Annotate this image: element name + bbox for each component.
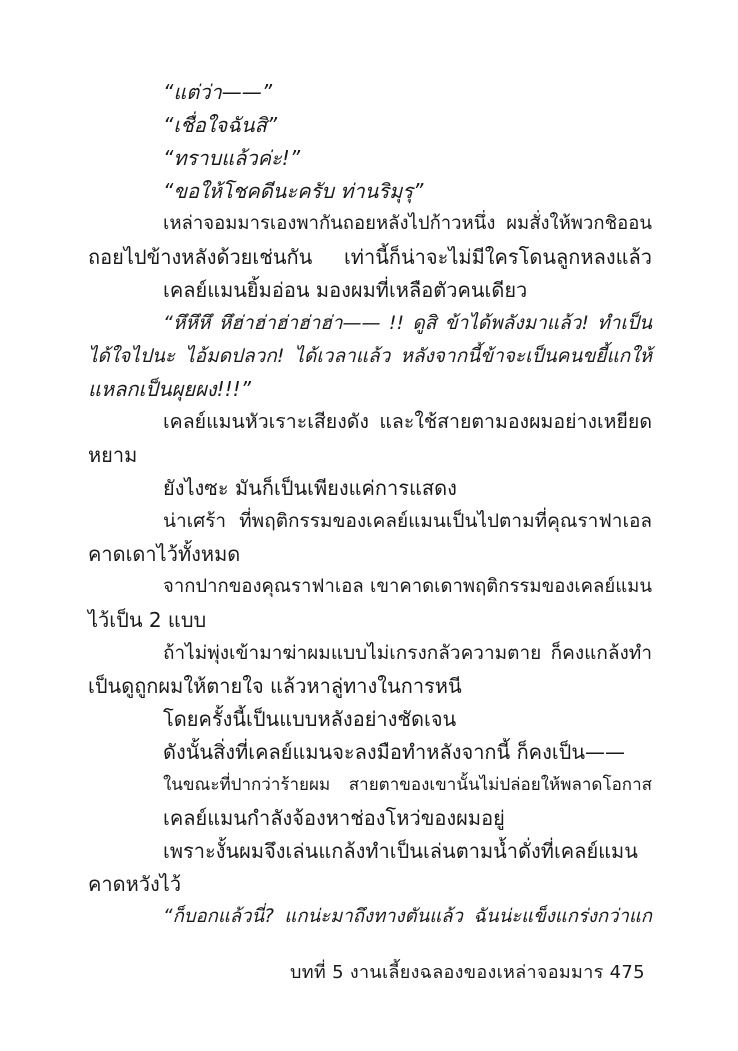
text-line: น่าเศร้า ที่พฤติกรรมของเคลย์แมนเป็นไปตามที่คุณราฟาเอล [163, 510, 652, 532]
text-line: “ก็บอกแล้วนี่? แกน่ะมาถึงทางตันแล้ว ฉันน่ะแข็งแกร่งกว่าแก [163, 906, 652, 927]
text-line: ยังไงซะ มันก็เป็นเพียงแค่การแสดง [163, 476, 457, 500]
text-line: “แต่ว่า——” [163, 80, 273, 104]
text-line: เหล่าจอมมารเองพากันถอยหลังไปก้าวหนึ่ง ผมสั่งให้พวกชิออน [163, 213, 652, 234]
text-line: เป็นดูถูกผมให้ตายใจ แล้วหาลู่ทางในการหนี [88, 674, 462, 698]
text-line: ได้ใจไปนะ ไอ้มดปลวก! ได้เวลาแล้ว หลังจากนี้ข้าจะเป็นคนขยี้แกให้ [88, 345, 652, 367]
text-line: แหลกเป็นผุยผง!!!” [88, 377, 251, 401]
text-line: ในขณะที่ปากว่าร้ายผม สายตาของเขานั้นไม่ปล่อยให้พลาดโอกาส [163, 775, 652, 795]
text-line: ไว้เป็น 2 แบบ [88, 608, 207, 632]
text-line: เพราะงั้นผมจึงเล่นแกล้งทำเป็นเล่นตามน้ำดั่งที่เคลย์แมน [163, 839, 638, 863]
text-line: เคลย์แมนกำลังจ้องหาช่องโหว่ของผมอยู่ [163, 806, 505, 830]
text-line: จากปากของคุณราฟาเอล เขาคาดเดาพฤติกรรมของเคลย์แมน [163, 576, 652, 597]
text-line: โดยครั้งนี้เป็นแบบหลังอย่างชัดเจน [163, 707, 457, 731]
text-line: “ขอให้โชคดีนะครับ ท่านริมุรุ” [163, 179, 424, 203]
page-footer: บทที่ 5 งานเลี้ยงฉลองของเหล่าจอมมาร 475 [290, 962, 645, 983]
text-line: หยาม [88, 443, 138, 467]
text-line: ถ้าไม่พุ่งเข้ามาฆ่าผมแบบไม่เกรงกลัวความตาย ก็คงแกล้งทำ [163, 642, 652, 664]
text-line: เคลย์แมนยิ้มอ่อน มองผมที่เหลือตัวคนเดียว [163, 278, 528, 302]
text-line: “ทราบแล้วค่ะ!” [163, 146, 301, 170]
text-line: คาดเดาไว้ทั้งหมด [88, 542, 241, 566]
text-line: ถอยไปข้างหลังด้วยเช่นกัน เท่านี้ก็น่าจะไม่มีใครโดนลูกหลงแล้ว [88, 245, 652, 269]
text-line: “หึหึหึ หึฮ่าฮ่าฮ่าฮ่าฮ่า—— !! ดูสิ ข้าได้พลังมาแล้ว! ทำเป็น [163, 312, 652, 334]
text-line: คาดหวังไว้ [88, 872, 182, 896]
text-line: เคลย์แมนหัวเราะเสียงดัง และใช้สายตามองผมอย่างเหยียด [163, 410, 652, 433]
text-line: “เชื่อใจฉันสิ” [163, 113, 278, 137]
text-line: ดังนั้นสิ่งที่เคลย์แมนจะลงมือทำหลังจากนี้ ก็คงเป็น—— [163, 740, 626, 764]
